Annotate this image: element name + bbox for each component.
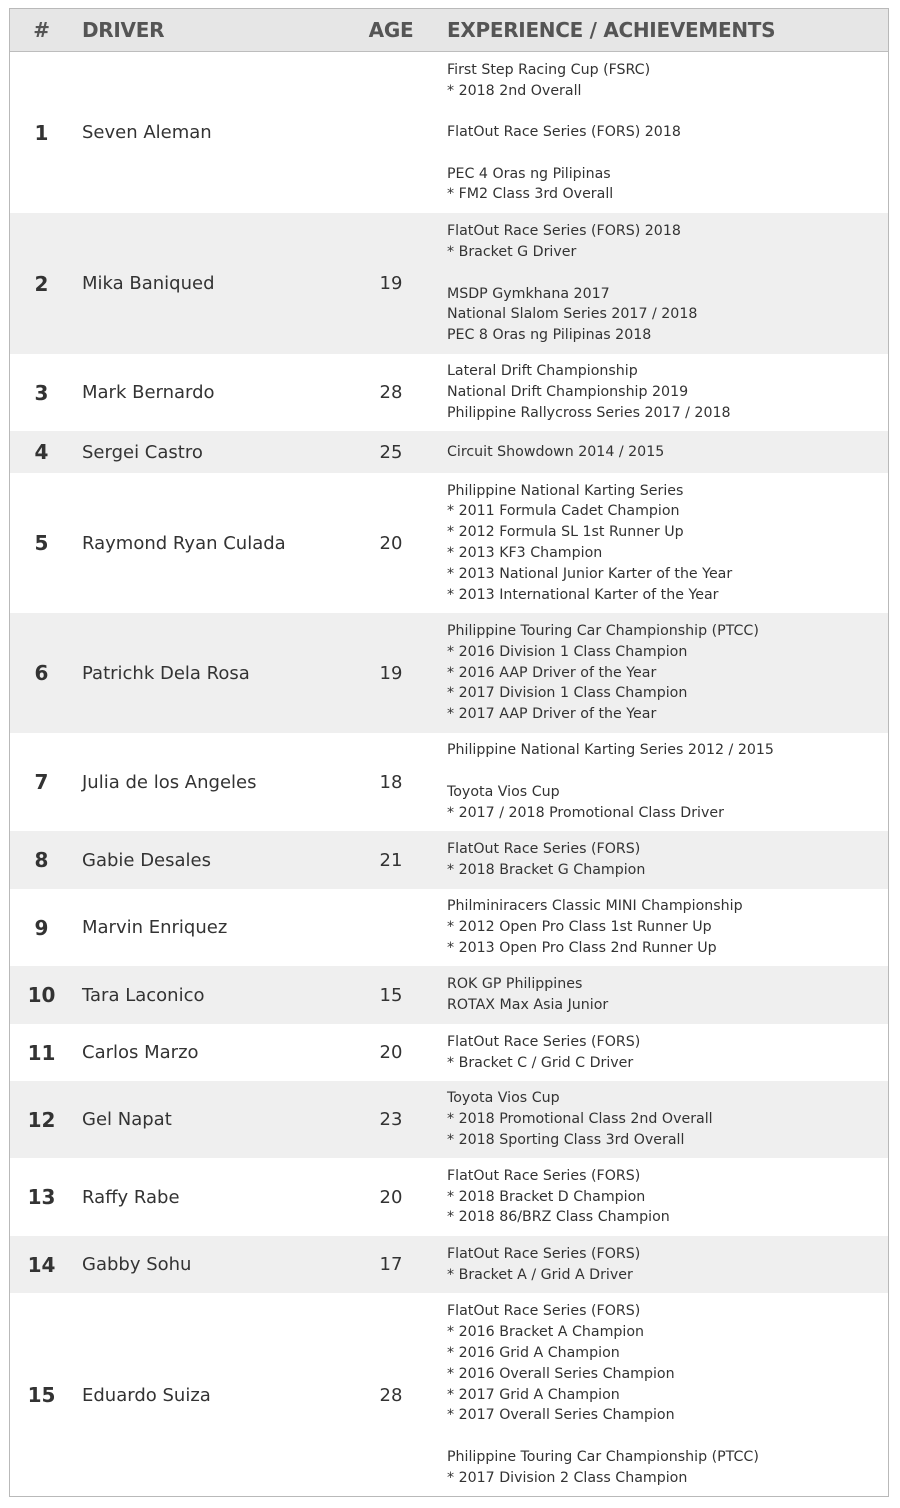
driver-number: 5 xyxy=(34,531,49,555)
table-row xyxy=(10,966,888,1024)
experience-line: Philippine Touring Car Championship (PTCC) xyxy=(447,623,759,639)
table-row xyxy=(10,1158,888,1236)
driver-name: Raymond Ryan Culada xyxy=(82,532,286,554)
table-row xyxy=(10,473,888,613)
driver-experience xyxy=(447,1024,882,1081)
experience-line: ROK GP Philippines xyxy=(447,976,583,993)
driver-number: 4 xyxy=(34,440,49,464)
driver-age: 28 xyxy=(379,1384,403,1406)
driver-experience xyxy=(447,1081,882,1158)
driver-age: 20 xyxy=(379,1186,403,1208)
driver-experience xyxy=(447,733,882,831)
experience-line: * FM2 Class 3rd Overall xyxy=(447,186,614,203)
experience-line: * 2016 AAP Driver of the Year xyxy=(447,664,657,681)
experience-line: Philippine Touring Car Championship (PTCC) xyxy=(447,1448,759,1465)
driver-number: 14 xyxy=(27,1252,56,1277)
header-driver: DRIVER xyxy=(82,18,165,42)
driver-experience xyxy=(447,473,882,613)
experience-line: National Drift Championship 2019 xyxy=(447,384,689,401)
header-experience: EXPERIENCE / ACHIEVEMENTS xyxy=(447,18,776,42)
table-row xyxy=(10,1293,888,1497)
header-number: # xyxy=(33,18,50,42)
table-row xyxy=(10,52,888,213)
experience-line: FlatOut Race Series (FORS) 2018 xyxy=(447,223,681,240)
experience-line: Philminiracers Classic MINI Championship xyxy=(447,898,743,915)
experience-line: Toyota Vios Cup xyxy=(447,784,560,800)
experience-line: MSDP Gymkhana 2017 xyxy=(447,285,610,302)
driver-name: Eduardo Suiza xyxy=(82,1384,211,1406)
driver-name: Raffy Rabe xyxy=(82,1186,180,1208)
experience-line: First Step Racing Cup (FSRC) xyxy=(447,61,651,78)
driver-number: 13 xyxy=(27,1185,56,1209)
experience-line: * 2011 Formula Cadet Champion xyxy=(447,503,680,520)
driver-name: Tara Laconico xyxy=(82,984,205,1006)
driver-experience xyxy=(447,431,882,473)
experience-line: * 2017 Grid A Champion xyxy=(447,1386,620,1403)
table-row xyxy=(10,431,888,473)
experience-line xyxy=(447,263,882,284)
experience-line: FlatOut Race Series (FORS) 2018 xyxy=(447,124,681,141)
experience-line: * 2017 Division 1 Class Champion xyxy=(447,685,688,702)
driver-experience xyxy=(447,613,882,733)
table-row xyxy=(10,831,888,889)
experience-line: * 2013 Open Pro Class 2nd Runner Up xyxy=(447,939,717,956)
driver-experience xyxy=(447,52,882,213)
driver-name: Julia de los Angeles xyxy=(82,771,257,793)
experience-line: Circuit Showdown 2014 / 2015 xyxy=(447,443,665,460)
experience-line: * Bracket A / Grid A Driver xyxy=(447,1266,633,1283)
experience-line: PEC 8 Oras ng Pilipinas 2018 xyxy=(447,327,652,344)
driver-age: 28 xyxy=(379,382,403,403)
driver-experience xyxy=(447,1158,882,1236)
driver-name: Gabie Desales xyxy=(82,849,211,871)
driver-number: 8 xyxy=(34,848,49,872)
drivers-table xyxy=(9,8,889,1497)
table-row xyxy=(10,1081,888,1158)
table-row xyxy=(10,613,888,733)
experience-line: * 2016 Division 1 Class Champion xyxy=(447,643,688,660)
experience-line: * Bracket G Driver xyxy=(447,243,577,260)
experience-line xyxy=(447,143,882,164)
table-body xyxy=(10,52,888,1497)
experience-line: * 2017 AAP Driver of the Year xyxy=(447,706,657,723)
driver-number: 15 xyxy=(27,1383,56,1407)
experience-line: Toyota Vios Cup xyxy=(447,1090,560,1107)
experience-line: FlatOut Race Series (FORS) xyxy=(447,841,641,858)
experience-line: ROTAX Max Asia Junior xyxy=(447,997,609,1013)
experience-line: FlatOut Race Series (FORS) xyxy=(447,1245,641,1262)
driver-age xyxy=(350,52,432,213)
driver-name: Marvin Enriquez xyxy=(82,917,228,938)
driver-experience xyxy=(447,889,882,966)
driver-number: 7 xyxy=(34,770,49,794)
experience-line: FlatOut Race Series (FORS) xyxy=(447,1303,641,1320)
experience-line: * 2017 / 2018 Promotional Class Driver xyxy=(447,804,724,821)
driver-number: 1 xyxy=(34,120,49,145)
table-header xyxy=(10,9,888,52)
driver-age: 25 xyxy=(379,441,403,463)
experience-line: * Bracket C / Grid C Driver xyxy=(447,1054,634,1071)
experience-line: * 2018 2nd Overall xyxy=(447,82,582,99)
driver-experience xyxy=(447,354,882,431)
driver-age: 19 xyxy=(379,273,403,294)
driver-age: 17 xyxy=(379,1254,403,1275)
experience-line xyxy=(447,101,882,122)
driver-name: Mark Bernardo xyxy=(82,382,215,403)
experience-line xyxy=(447,761,882,782)
experience-line: PEC 4 Oras ng Pilipinas xyxy=(447,165,611,182)
experience-line: * 2018 Promotional Class 2nd Overall xyxy=(447,1111,713,1128)
driver-name: Gel Napat xyxy=(82,1109,172,1130)
experience-line: National Slalom Series 2017 / 2018 xyxy=(447,306,698,323)
driver-experience xyxy=(447,831,882,889)
driver-experience xyxy=(447,1293,882,1497)
experience-line: * 2017 Division 2 Class Champion xyxy=(447,1469,688,1486)
experience-line: * 2018 86/BRZ Class Champion xyxy=(447,1209,670,1226)
table-row xyxy=(10,733,888,831)
driver-number: 12 xyxy=(27,1107,56,1132)
experience-line: * 2013 KF3 Champion xyxy=(447,545,603,561)
driver-name: Carlos Marzo xyxy=(82,1042,199,1063)
table-row xyxy=(10,1024,888,1081)
experience-line: * 2012 Open Pro Class 1st Runner Up xyxy=(447,919,712,936)
experience-line: * 2012 Formula SL 1st Runner Up xyxy=(447,524,684,541)
experience-line: * 2013 National Junior Karter of the Year xyxy=(447,565,733,582)
table-row xyxy=(10,1236,888,1293)
driver-experience xyxy=(447,213,882,354)
experience-line: * 2016 Grid A Champion xyxy=(447,1345,620,1361)
experience-line xyxy=(447,1426,882,1447)
driver-age: 23 xyxy=(379,1109,403,1130)
table-row xyxy=(10,889,888,966)
experience-line: * 2017 Overall Series Champion xyxy=(447,1407,675,1424)
driver-name: Sergei Castro xyxy=(82,441,203,463)
driver-name: Patrichk Dela Rosa xyxy=(82,662,250,684)
experience-line: * 2016 Bracket A Champion xyxy=(447,1324,645,1341)
experience-line: FlatOut Race Series (FORS) xyxy=(447,1033,641,1050)
experience-line: Philippine Rallycross Series 2017 / 2018 xyxy=(447,404,731,421)
driver-number: 10 xyxy=(27,983,56,1007)
driver-name: Mika Baniqued xyxy=(82,273,215,294)
driver-number: 11 xyxy=(27,1040,56,1065)
driver-name: Seven Aleman xyxy=(82,122,212,143)
experience-line: Lateral Drift Championship xyxy=(447,363,638,380)
driver-number: 3 xyxy=(34,380,49,405)
driver-age: 15 xyxy=(379,984,403,1006)
driver-experience xyxy=(447,966,882,1024)
experience-line: FlatOut Race Series (FORS) xyxy=(447,1167,641,1184)
experience-line: * 2018 Bracket G Champion xyxy=(447,862,646,878)
table-row xyxy=(10,213,888,354)
experience-line: * 2016 Overall Series Champion xyxy=(447,1365,675,1382)
driver-age: 21 xyxy=(379,849,403,871)
header-age: AGE xyxy=(368,18,414,42)
driver-number: 2 xyxy=(34,271,49,296)
experience-line: * 2018 Bracket D Champion xyxy=(447,1188,646,1205)
experience-line: Philippine National Karting Series xyxy=(447,482,684,499)
driver-age: 20 xyxy=(379,1042,403,1063)
experience-line: * 2013 International Karter of the Year xyxy=(447,586,719,603)
experience-line: * 2018 Sporting Class 3rd Overall xyxy=(447,1131,685,1148)
driver-number: 6 xyxy=(34,661,49,685)
driver-name: Gabby Sohu xyxy=(82,1254,192,1275)
driver-age: 19 xyxy=(379,662,403,684)
table-row xyxy=(10,354,888,431)
experience-line: Philippine National Karting Series 2012 / 2015 xyxy=(447,742,774,759)
driver-age xyxy=(350,889,432,966)
driver-number: 9 xyxy=(34,915,49,940)
driver-age: 18 xyxy=(379,771,403,793)
driver-experience xyxy=(447,1236,882,1293)
driver-age: 20 xyxy=(379,532,403,554)
